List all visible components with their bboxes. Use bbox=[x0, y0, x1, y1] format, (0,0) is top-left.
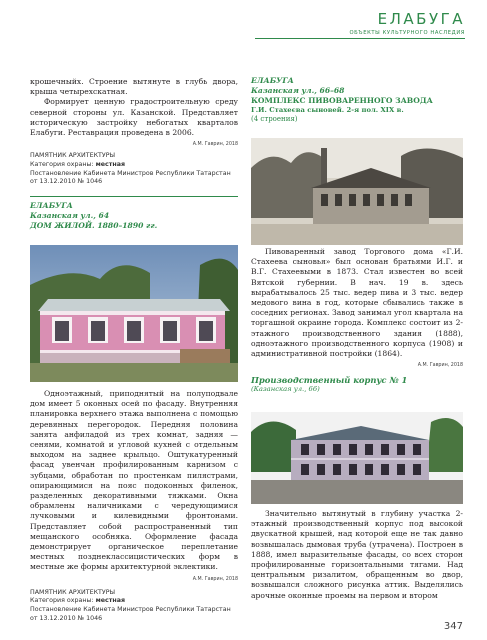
paragraph: крошечныйх. Строение вытянуте в глубь двора, крыша четырехскатная. bbox=[30, 77, 238, 97]
section-title: ДОМ ЖИЛОЙ. 1880–1890 гг. bbox=[30, 221, 158, 230]
monument-status-block bbox=[30, 152, 238, 186]
section-city: ЕЛАБУГА bbox=[30, 201, 73, 210]
paragraph: Значительно вытянутый в глубину участка 2-этажный производственный корпус под высокой двускатной крышей, над которой еще не так давно возвышалась дымовая труба (утрачена). Построен в 1888, имел выразительные фасады, со всех сторон профилированные горизонтальными тягами. Над центральным ризалитом, обращенным во двор, возвышался сложного рисунка аттик. Выделялись арочные оконные проемы на первом и втором bbox=[251, 509, 463, 600]
protection-category: Категория охраны: местная bbox=[30, 161, 126, 169]
paragraph: Одноэтажный, приподнятый на полуподвале дом имеет 5 оконных осей по фасаду. Внутренняя планировка верхнего этажа выполнена с помощью деревянных перегородок. Передняя половина занята анфиладой из трех комнат, задняя — сенями, комнатой и угловой кухней с отдельным выходом на заднее крыльцо. Оштукатуренный фасад увенчан профилированным карнизом с зубцами, обработан по простенкам пилястрами, опирающимися на пояс подоконных филенок, разделенных декоративными тяжками. Окна обрамлены наличниками с чередующимися лучковыми и килевидными фронтонами. Представляет собой распространенный тип мещанского особняка. Оформление фасада демонстрирует органическое переплетание местных позднеклассицистических форм в местные же формы архитектурной эклектики. bbox=[30, 389, 238, 572]
house-photo-image bbox=[30, 245, 238, 382]
decree-date: от 13.12.2010 № 1046 bbox=[30, 614, 103, 622]
production-building-photo bbox=[251, 412, 463, 504]
left-column-bottom bbox=[30, 389, 238, 623]
decree-date: от 13.12.2010 № 1046 bbox=[30, 178, 103, 186]
decree: Постановление Кабинета Министров Республики Татарстан bbox=[30, 606, 231, 614]
monument-type: ПАМЯТНИК АРХИТЕКТУРЫ bbox=[30, 588, 116, 596]
page-number: 347 bbox=[443, 621, 463, 632]
section-subtitle: Г.И. Стахеєва сыновей. 2-я пол. XIX в. bbox=[251, 106, 404, 114]
section-address: Казанская ул., 66–68 bbox=[251, 86, 345, 95]
section-structures: (4 строения) bbox=[251, 115, 298, 123]
photo-credit: А.М. Гаврин, 2018 bbox=[417, 363, 463, 369]
right-column-bottom-text bbox=[251, 509, 463, 601]
left-column-top bbox=[30, 77, 238, 187]
running-header-subtitle: ОБЪЕКТЫ КУЛЬТУРНОГО НАСЛЕДИЯ bbox=[349, 30, 465, 36]
section-rule bbox=[30, 196, 238, 197]
section-city: ЕЛАБУГА bbox=[251, 76, 294, 85]
section-address: Казанская ул., 64 bbox=[30, 211, 110, 220]
running-header-title: ЕЛАБУГА bbox=[377, 10, 465, 28]
paragraph: Пивоваренный завод Торгового дома «Г.И. Стахеева сыновья» был основан братьями И.Г. и В.Г. Стахеевыми в 1873. Стал известен во всей Вятской губернии. В нач. 19 в. здесь вырабатывалось 25 тыс. ведер пива и 3 тыс. ведер медового вина в год, которые сбывались также в соседних регионах. Завод занимал угол квартала на торгашной окраине города. Комплекс состоит из 2-этажного производственного здания (1888), одноэтажного производственного корпуса (1908) и административной постройки (1864). bbox=[251, 247, 463, 359]
header-rule bbox=[255, 38, 465, 39]
monument-type: ПАМЯТНИК АРХИТЕКТУРЫ bbox=[30, 152, 116, 160]
subsection-title: Производственный корпус № 1 bbox=[251, 375, 408, 386]
photo-credit: А.М. Гаврин, 2018 bbox=[192, 576, 238, 582]
house-photo bbox=[30, 245, 238, 382]
paragraph: Формирует ценную градостроительную среду северной стороны ул. Казанской. Представляет историческую застройку небогатых кварталов Елабуги. Реставрация проведена в 2006. bbox=[30, 97, 238, 138]
production-building-photo-image bbox=[251, 412, 463, 504]
section-title: КОМПЛЕКС ПИВОВАРЕННОГО ЗАВОДА bbox=[251, 96, 433, 105]
section-heading-block bbox=[30, 196, 238, 231]
decree: Постановление Кабинета Министров Республики Татарстан bbox=[30, 169, 231, 177]
right-column-top-text bbox=[251, 247, 463, 394]
subsection-address: (Казанская ул., 66) bbox=[251, 385, 320, 394]
right-heading-block bbox=[251, 76, 463, 124]
protection-category: Категория охраны: местная bbox=[30, 597, 126, 605]
brewery-photo bbox=[251, 138, 463, 245]
monument-status-block bbox=[30, 589, 238, 623]
brewery-photo-image bbox=[251, 138, 463, 245]
photo-credit: А.М. Гаврин, 2018 bbox=[192, 142, 238, 148]
